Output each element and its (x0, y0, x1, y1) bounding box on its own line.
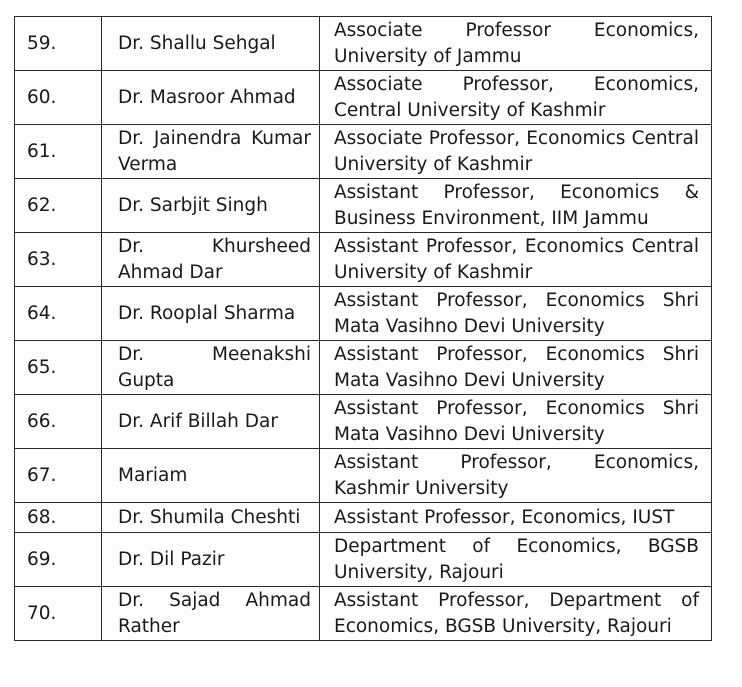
table-row (15, 395, 712, 449)
table-row (15, 503, 712, 533)
table-row (15, 179, 712, 233)
member-designation: Assistant Professor, Economics Shri Mata Vasihno Devi University (320, 287, 712, 341)
table-row (15, 449, 712, 503)
member-name: Dr. Arif Billah Dar (102, 395, 320, 449)
member-name: Dr. Sarbjit Singh (102, 179, 320, 233)
serial-number: 59. (15, 17, 102, 71)
member-name: Dr. Khursheed Ahmad Dar (102, 233, 320, 287)
member-designation: Assistant Professor, Economics, IUST (320, 503, 712, 533)
serial-number: 64. (15, 287, 102, 341)
member-name: Dr. Shumila Cheshti (102, 503, 320, 533)
member-name: Dr. Rooplal Sharma (102, 287, 320, 341)
member-name: Dr. Meenakshi Gupta (102, 341, 320, 395)
table-row (15, 287, 712, 341)
member-name: Mariam (102, 449, 320, 503)
serial-number: 65. (15, 341, 102, 395)
member-name: Dr. Jainendra Kumar Verma (102, 125, 320, 179)
member-name: Dr. Dil Pazir (102, 533, 320, 587)
member-designation: Associate Professor, Economics Central University of Kashmir (320, 125, 712, 179)
table-row (15, 341, 712, 395)
member-designation: Associate Professor Economics, University of Jammu (320, 17, 712, 71)
serial-number: 68. (15, 503, 102, 533)
serial-number: 66. (15, 395, 102, 449)
member-designation: Associate Professor, Economics, Central University of Kashmir (320, 71, 712, 125)
serial-number: 63. (15, 233, 102, 287)
member-designation: Assistant Professor, Economics, Kashmir University (320, 449, 712, 503)
member-designation: Assistant Professor, Economics & Business Environment, IIM Jammu (320, 179, 712, 233)
serial-number: 61. (15, 125, 102, 179)
serial-number: 69. (15, 533, 102, 587)
member-designation: Assistant Professor, Economics Shri Mata Vasihno Devi University (320, 395, 712, 449)
serial-number: 60. (15, 71, 102, 125)
member-designation: Assistant Professor, Economics Central University of Kashmir (320, 233, 712, 287)
member-name: Dr. Sajad Ahmad Rather (102, 587, 320, 641)
member-table (14, 16, 712, 641)
table-row (15, 71, 712, 125)
serial-number: 62. (15, 179, 102, 233)
member-designation: Assistant Professor, Economics Shri Mata Vasihno Devi University (320, 341, 712, 395)
member-designation: Department of Economics, BGSB University, Rajouri (320, 533, 712, 587)
table-row (15, 125, 712, 179)
member-designation: Assistant Professor, Department of Economics, BGSB University, Rajouri (320, 587, 712, 641)
serial-number: 70. (15, 587, 102, 641)
table-row (15, 17, 712, 71)
table-row (15, 233, 712, 287)
table-row (15, 587, 712, 641)
table-row (15, 533, 712, 587)
member-name: Dr. Shallu Sehgal (102, 17, 320, 71)
member-name: Dr. Masroor Ahmad (102, 71, 320, 125)
serial-number: 67. (15, 449, 102, 503)
